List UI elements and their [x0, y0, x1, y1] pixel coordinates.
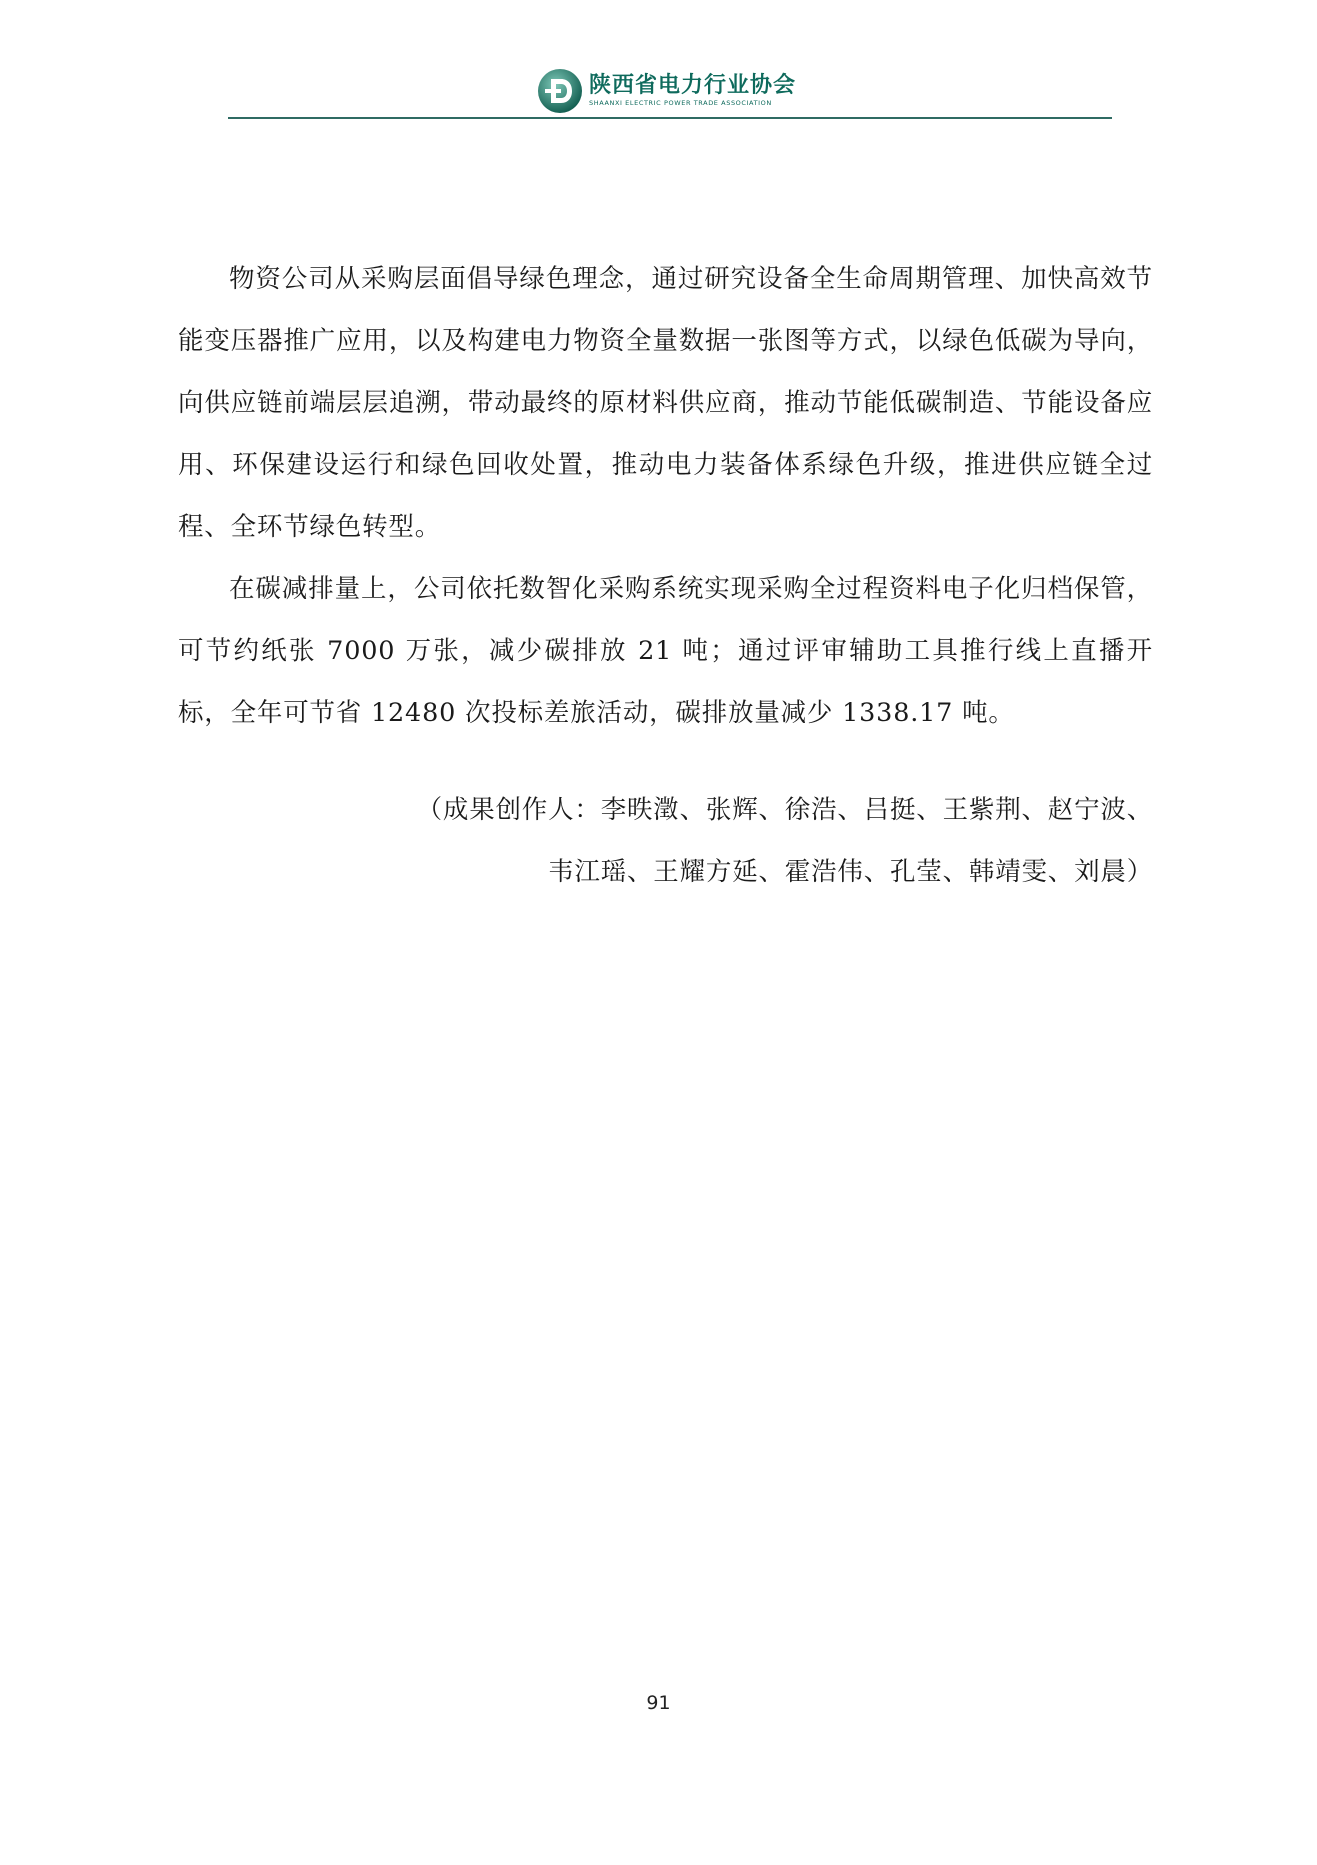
logo-title-cn: 陕西省电力行业协会: [589, 73, 797, 99]
credits-line-1: （成果创作人：李昳澂、张辉、徐浩、吕挺、王紫荆、赵宁波、: [416, 795, 1153, 825]
paragraph-1: 物资公司从采购层面倡导绿色理念，通过研究设备全生命周期管理、加快高效节能变压器推广应用，以及构建电力物资全量数据一张图等方式，以绿色低碳为导向，向供应链前端层层追溯，带动最终的原材料供应商，推动节能低碳制造、节能设备应用、环保建设运行和绿色回收处置，推动电力装备体系绿色升级，推进供应链全过程、全环节绿色转型。: [178, 264, 1153, 542]
header-divider: [228, 117, 1112, 119]
credits-line-2: 韦江瑶、王耀方延、霍浩伟、孔莹、韩靖雯、刘晨）: [548, 857, 1153, 887]
page-header: [0, 60, 1317, 120]
association-emblem-icon: [537, 68, 583, 114]
page-number: 91: [646, 1692, 671, 1714]
logo-title-en: SHAANXI ELECTRIC POWER TRADE ASSOCIATION: [589, 99, 772, 108]
association-logo: [537, 68, 796, 114]
document-body: [178, 248, 1153, 744]
paragraph-2: 在碳减排量上，公司依托数智化采购系统实现采购全过程资料电子化归档保管，可节约纸张 7000 万张，减少碳排放 21 吨；通过评审辅助工具推行线上直播开标，全年可节省 12480 次投标差旅活动，碳排放量减少 1338.17 吨。: [178, 574, 1153, 728]
credits-block: [178, 779, 1153, 903]
